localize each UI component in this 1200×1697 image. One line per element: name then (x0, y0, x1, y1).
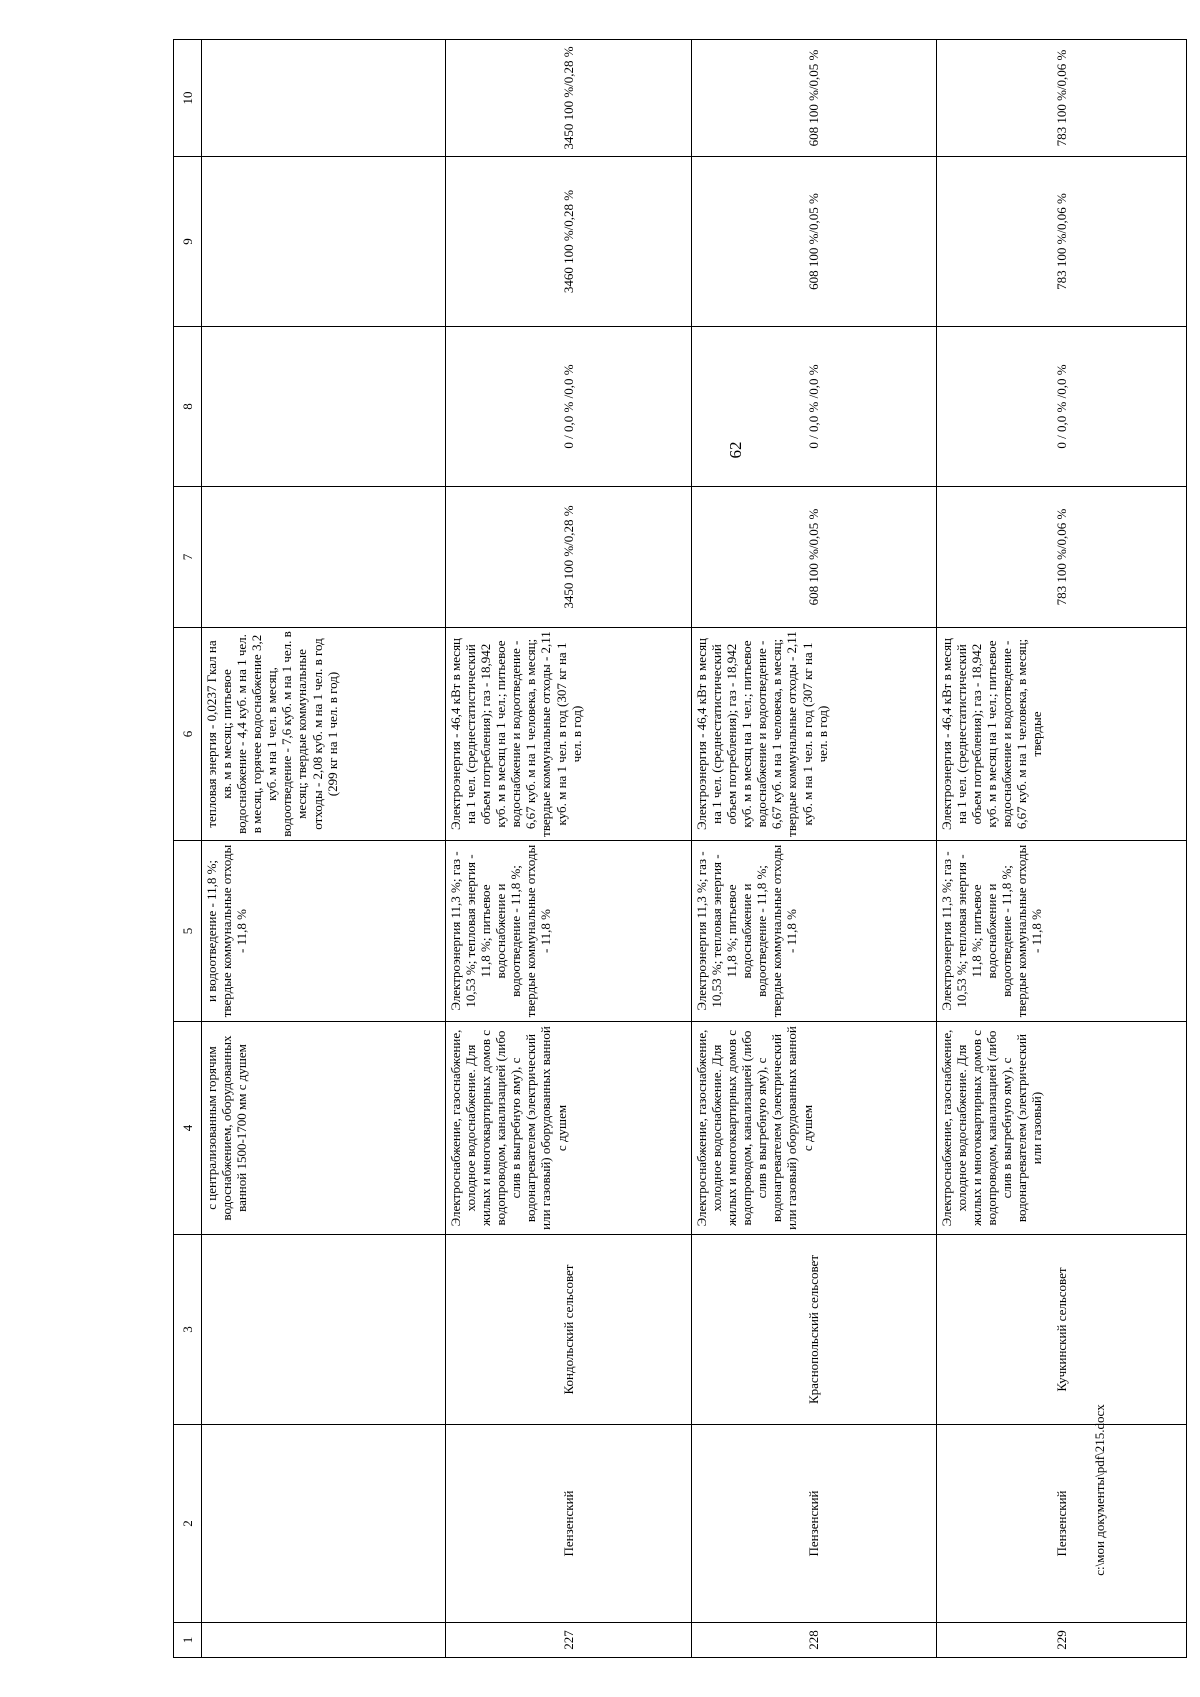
tariff-table (173, 39, 1187, 1658)
table-cell: с централизованным горячим водоснабжением, оборудованных ванной 1500-1700 мм с душем (202, 1022, 446, 1235)
column-header: 5 (174, 841, 202, 1022)
table-cell: 0 / 0,0 % /0,0 % (446, 327, 692, 487)
table-cell (202, 487, 446, 628)
table-cell: 608 100 %/0,05 % (692, 40, 937, 157)
table-cell: Кондольский сельсовет (446, 1235, 692, 1425)
table-cell (202, 1235, 446, 1425)
table-cell: Пензенский (937, 1425, 1187, 1623)
table-cell: 3460 100 %/0,28 % (446, 157, 692, 327)
column-header: 8 (174, 327, 202, 487)
table-cell: 229 (937, 1623, 1187, 1658)
table-cell: Кучкинский сельсовет (937, 1235, 1187, 1425)
table-cell: Электроэнергия - 46,4 кВт в месяц на 1 чел. (среднестатистический объем потребления); газ - 18,942 куб. м в месяц на 1 чел.; питьевое водоснабжение и водоотведение - 6,67 куб. м на 1 человека, в месяц; твердые коммунальные отходы - 2,11 куб. м на 1 чел. в год (307 кг на 1 чел. в год) (446, 628, 692, 841)
table-cell: 0 / 0,0 % /0,0 % (937, 327, 1187, 487)
column-header: 9 (174, 157, 202, 327)
table-cell: 608 100 %/0,05 % (692, 487, 937, 628)
table-cell: Электроэнергия - 46,4 кВт в месяц на 1 чел. (среднестатистический объем потребления); газ - 18,942 куб. м в месяц на 1 чел.; питьевое водоснабжение и водоотведение - 6,67 куб. м на 1 человека, в месяц; твердые (937, 628, 1187, 841)
column-header: 2 (174, 1425, 202, 1623)
table-cell: Электроэнергия 11,3 %; газ - 10,53 %; тепловая энергия - 11,8 %; питьевое водоснабжение и водоотведение - 11,8 %; твердые коммунальные отходы - 11,8 % (692, 841, 937, 1022)
table-cell: Электроснабжение, газоснабжение, холодное водоснабжение. Для жилых и многоквартирных домов с водопроводом, канализацией (либо слив в выгребную яму), с водонагревателем (электрический или газовый) оборудованных ванной с душем (446, 1022, 692, 1235)
table-container (173, 40, 1173, 1658)
page-number: 62 (726, 441, 745, 459)
table-cell: 783 100 %/0,06 % (937, 40, 1187, 157)
table-cell: Пензенский (692, 1425, 937, 1623)
table-cell (202, 327, 446, 487)
column-header: 4 (174, 1022, 202, 1235)
table-cell: 227 (446, 1623, 692, 1658)
table-cell: 228 (692, 1623, 937, 1658)
table-cell: и водоотведение - 11,8 %; твердые коммунальные отходы - 11,8 % (202, 841, 446, 1022)
table-cell: Краснопольский сельсовет (692, 1235, 937, 1425)
table-cell: Электроэнергия - 46,4 кВт в месяц на 1 чел. (среднестатистический объем потребления); газ - 18,942 куб. м в месяц на 1 чел.; питьевое водоснабжение и водоотведение - 6,67 куб. м на 1 человека, в месяц; твердые коммунальные отходы - 2,11 куб. м на 1 чел. в год (307 кг на 1 чел. в год) (692, 628, 937, 841)
table-cell (202, 40, 446, 157)
column-header: 6 (174, 628, 202, 841)
table-cell: 3450 100 %/0,28 % (446, 40, 692, 157)
footer-file-path: c:\мои документы\pdf\215.docx (1092, 1404, 1107, 1576)
table-cell: 0 / 0,0 % /0,0 % (692, 327, 937, 487)
column-header: 1 (174, 1623, 202, 1658)
table-cell: тепловая энергия - 0,0237 Гкал на кв. м в месяц; питьевое водоснабжение - 4,4 куб. м на 1 чел. в месяц, горячее водоснабжение 3,2 куб. м на 1 чел. в месяц, водоотведение - 7,6 куб. м на 1 чел. в месяц; твердые коммунальные отходы - 2,08 куб. м на 1 чел. в год (299 кг на 1 чел. в год) (202, 628, 446, 841)
table-cell: 608 100 %/0,05 % (692, 157, 937, 327)
table-cell: 783 100 %/0,06 % (937, 157, 1187, 327)
table-cell: Электроэнергия 11,3 %; газ - 10,53 %; тепловая энергия - 11,8 %; питьевое водоснабжение и водоотведение - 11,8 %; твердые коммунальные отходы - 11,8 % (937, 841, 1187, 1022)
header-row (174, 40, 202, 1658)
table-cell: Электроэнергия 11,3 %; газ - 10,53 %; тепловая энергия - 11,8 %; питьевое водоснабжение и водоотведение - 11,8 %; твердые коммунальные отходы - 11,8 % (446, 841, 692, 1022)
table-cell: Пензенский (446, 1425, 692, 1623)
table-row (692, 40, 937, 1658)
table-row (202, 40, 446, 1658)
table-row (937, 40, 1187, 1658)
table-cell: 783 100 %/0,06 % (937, 487, 1187, 628)
column-header: 10 (174, 40, 202, 157)
table-cell (202, 1623, 446, 1658)
table-cell: Электроснабжение, газоснабжение, холодное водоснабжение. Для жилых и многоквартирных домов с водопроводом, канализацией (либо слив в выгребную яму), с водонагревателем (электрический или газовый) оборудованных ванной с душем (692, 1022, 937, 1235)
table-cell: Электроснабжение, газоснабжение, холодное водоснабжение. Для жилых и многоквартирных домов с водопроводом, канализацией (либо слив в выгребную яму), с водонагревателем (электрический или газовый) (937, 1022, 1187, 1235)
table-row (446, 40, 692, 1658)
rotated-table-frame (173, 40, 1173, 1658)
column-header: 3 (174, 1235, 202, 1425)
table-cell: 3450 100 %/0,28 % (446, 487, 692, 628)
column-header: 7 (174, 487, 202, 628)
table-cell (202, 157, 446, 327)
table-cell (202, 1425, 446, 1623)
